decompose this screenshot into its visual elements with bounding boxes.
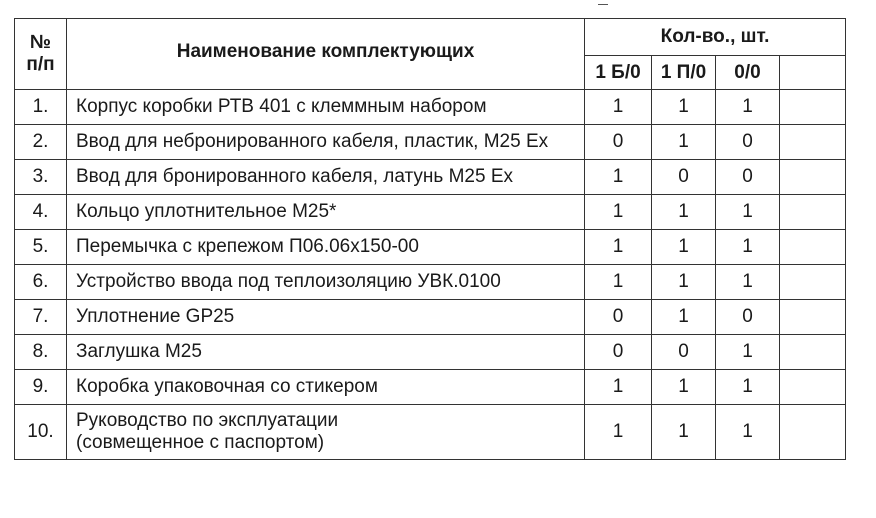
page-edge-mark [598,0,608,5]
row-name: Ввод для небронированного кабеля, пластик, М25 Ех [67,125,585,160]
row-number: 7. [15,300,67,335]
header-name: Наименование комплектующих [67,19,585,90]
row-name: Корпус коробки РТВ 401 с клеммным набором [67,90,585,125]
row-number: 1. [15,90,67,125]
row-value-00: 1 [716,195,780,230]
row-value-1p0: 0 [652,335,716,370]
header-variant-00: 0/0 [716,56,780,90]
row-name-line1: Руководство по эксплуатации [76,410,339,432]
row-value-1p0: 1 [652,265,716,300]
row-name: Уплотнение GP25 [67,300,585,335]
row-number: 9. [15,370,67,405]
table-row [15,230,846,265]
row-value-1b0: 0 [585,125,652,160]
row-value-1p0: 1 [652,405,716,460]
row-value-00: 1 [716,405,780,460]
row-value-empty [780,230,846,265]
row-name: Кольцо уплотнительное М25* [67,195,585,230]
header-number-line2: п/п [26,54,55,75]
row-value-empty [780,405,846,460]
row-value-1b0: 1 [585,160,652,195]
row-number: 10. [15,405,67,460]
row-value-empty [780,160,846,195]
row-value-empty [780,300,846,335]
row-value-1p0: 1 [652,125,716,160]
row-value-1p0: 1 [652,370,716,405]
row-number: 3. [15,160,67,195]
row-value-00: 1 [716,370,780,405]
row-name [67,405,585,460]
row-value-empty [780,370,846,405]
header-quantity: Кол-во., шт. [585,19,846,56]
row-value-1p0: 1 [652,195,716,230]
row-value-00: 1 [716,90,780,125]
row-number: 6. [15,265,67,300]
row-value-00: 0 [716,125,780,160]
header-variant-1p0: 1 П/0 [652,56,716,90]
row-value-1b0: 1 [585,195,652,230]
row-number: 2. [15,125,67,160]
row-name-line2: (совмещенное с паспортом) [76,432,325,453]
row-value-1b0: 0 [585,335,652,370]
row-value-1p0: 1 [652,230,716,265]
row-value-1b0: 1 [585,90,652,125]
row-value-1b0: 0 [585,300,652,335]
row-name: Коробка упаковочная со стикером [67,370,585,405]
row-value-00: 1 [716,230,780,265]
row-number: 5. [15,230,67,265]
row-value-empty [780,195,846,230]
row-value-empty [780,125,846,160]
row-value-1p0: 0 [652,160,716,195]
row-name: Устройство ввода под теплоизоляцию УВК.0100 [67,265,585,300]
row-value-00: 0 [716,300,780,335]
table-row [15,370,846,405]
row-value-empty [780,265,846,300]
row-number: 8. [15,335,67,370]
row-number: 4. [15,195,67,230]
table-row [15,335,846,370]
row-value-1b0: 1 [585,265,652,300]
row-value-1p0: 1 [652,90,716,125]
table-row [15,195,846,230]
table-row [15,405,846,460]
header-variant-1b0: 1 Б/0 [585,56,652,90]
header-row-top [15,19,846,56]
header-variant-empty [780,56,846,90]
table-row [15,265,846,300]
row-name: Ввод для бронированного кабеля, латунь М25 Ех [67,160,585,195]
row-value-empty [780,90,846,125]
row-value-00: 1 [716,265,780,300]
row-value-1b0: 1 [585,405,652,460]
row-value-empty [780,335,846,370]
components-table [14,18,846,460]
header-number-line1: № [29,32,52,54]
table-row [15,125,846,160]
row-value-1p0: 1 [652,300,716,335]
row-value-1b0: 1 [585,230,652,265]
row-name: Заглушка М25 [67,335,585,370]
table-row [15,160,846,195]
header-number [15,19,67,90]
row-value-00: 1 [716,335,780,370]
table-row [15,300,846,335]
row-value-00: 0 [716,160,780,195]
table-row [15,90,846,125]
row-value-1b0: 1 [585,370,652,405]
row-name: Перемычка с крепежом П06.06х150-00 [67,230,585,265]
